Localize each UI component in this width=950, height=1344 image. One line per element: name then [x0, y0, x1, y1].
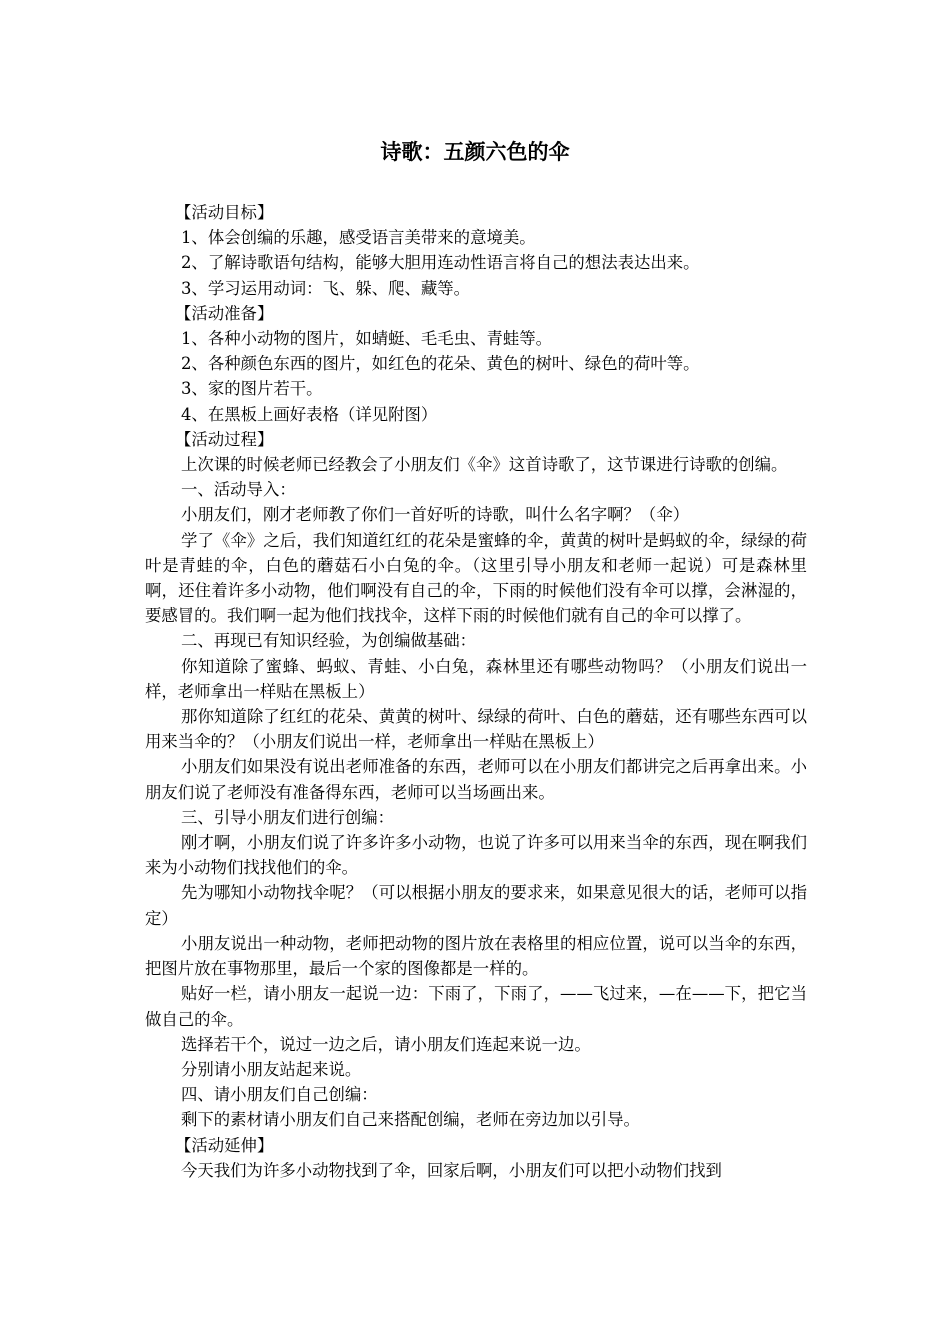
section-heading: 【活动过程】 — [175, 429, 274, 449]
document-body — [145, 200, 807, 1183]
paragraph: 1、体会创编的乐趣，感受语言美带来的意境美。 — [181, 228, 536, 248]
paragraph: 小朋友们，刚才老师教了你们一首好听的诗歌，叫什么名字啊？（伞） — [181, 505, 690, 525]
paragraph: 分别请小朋友站起来说。 — [181, 1059, 362, 1079]
paragraph: 二、再现已有知识经验，为创编做基础： — [181, 631, 477, 651]
paragraph: 2、各种颜色东西的图片，如红色的花朵、黄色的树叶、绿色的荷叶等。 — [181, 354, 700, 374]
paragraph: 四、请小朋友们自己创编： — [181, 1085, 378, 1105]
paragraph: 先为哪知小动物找伞呢？（可以根据小朋友的要求来，如果意见很大的话，老师可以指定） — [145, 883, 807, 928]
paragraph: 三、引导小朋友们进行创编： — [181, 807, 395, 827]
section-heading: 【活动延伸】 — [175, 1135, 274, 1155]
document-title: 诗歌：五颜六色的伞 — [380, 140, 570, 164]
paragraph: 那你知道除了红红的花朵、黄黄的树叶、绿绿的荷叶、白色的蘑菇，还有哪些东西可以用来当伞的？（小朋友们说出一样，老师拿出一样贴在黑板上） — [145, 707, 807, 752]
paragraph: 贴好一栏，请小朋友一起说一边：下雨了，下雨了，——飞过来，—在——下，把它当做自己的伞。 — [145, 984, 807, 1029]
paragraph: 1、各种小动物的图片，如蜻蜓、毛毛虫、青蛙等。 — [181, 329, 553, 349]
paragraph: 学了《伞》之后，我们知道红红的花朵是蜜蜂的伞，黄黄的树叶是蚂蚁的伞，绿绿的荷叶是青蛙的伞，白色的蘑菇石小白兔的伞。（这里引导小朋友和老师一起说）可是森林里啊，还住着许多小动物，他们啊没有自己的伞，下雨的时候他们没有伞可以撑，会淋湿的，要感冒的。我们啊一起为他们找找伞，这样下雨的时候他们就有自己的伞可以撑了。 — [145, 530, 807, 626]
paragraph: 选择若干个，说过一边之后，请小朋友们连起来说一边。 — [181, 1034, 591, 1054]
paragraph: 4、在黑板上画好表格（详见附图） — [181, 404, 438, 424]
section-heading: 【活动准备】 — [175, 303, 274, 323]
paragraph: 小朋友们如果没有说出老师准备的东西，老师可以在小朋友们都讲完之后再拿出来。小朋友们说了老师没有准备得东西，老师可以当场画出来。 — [145, 757, 807, 802]
paragraph: 今天我们为许多小动物找到了伞，回家后啊，小朋友们可以把小动物们找到 — [181, 1160, 722, 1180]
paragraph: 3、家的图片若干。 — [181, 379, 323, 399]
paragraph: 小朋友说出一种动物，老师把动物的图片放在表格里的相应位置，说可以当伞的东西，把图片放在事物那里，最后一个家的图像都是一样的。 — [145, 933, 807, 979]
paragraph: 你知道除了蜜蜂、蚂蚁、青蛙、小白兔，森林里还有哪些动物吗？（小朋友们说出一样，老师拿出一样贴在黑板上） — [145, 656, 807, 701]
paragraph: 3、学习运用动词：飞、躲、爬、藏等。 — [181, 278, 471, 298]
paragraph: 刚才啊，小朋友们说了许多许多小动物，也说了许多可以用来当伞的东西，现在啊我们来为小动物们找找他们的伞。 — [145, 833, 807, 878]
paragraph: 一、活动导入： — [181, 480, 296, 500]
paragraph: 2、了解诗歌语句结构，能够大胆用连动性语言将自己的想法表达出来。 — [181, 253, 700, 273]
section-heading: 【活动目标】 — [175, 203, 274, 222]
paragraph: 上次课的时候老师已经教会了小朋友们《伞》这首诗歌了，这节课进行诗歌的创编。 — [181, 455, 788, 475]
paragraph: 剩下的素材请小朋友们自己来搭配创编，老师在旁边加以引导。 — [181, 1110, 640, 1130]
